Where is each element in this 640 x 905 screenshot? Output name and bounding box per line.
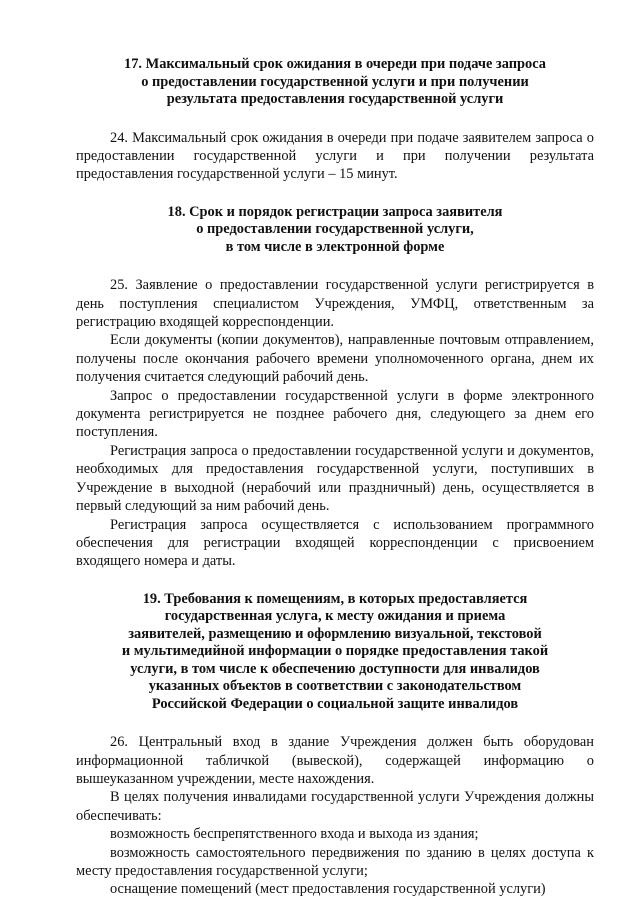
paragraph-25: 25. Заявление о предоставлении государственной услуги регистрируется в день поступления специалистом Учреждения, УМФЦ, ответственным за регистрацию входящей корреспонденции. xyxy=(76,277,594,331)
heading-line: 18. Срок и порядок регистрации запроса заявителя xyxy=(167,203,503,220)
section-18-heading xyxy=(76,204,594,257)
heading-line: указанных объектов в соответствии с законодательством xyxy=(148,678,522,695)
paragraph: Регистрация запроса осуществляется с использованием программного обеспечения для регистрации входящей корреспонденции с присвоением входящего номера и даты. xyxy=(76,516,594,570)
paragraph: Запрос о предоставлении государственной услуги в форме электронного документа регистрируется не позднее рабочего дня, следующего за днем его поступления. xyxy=(76,387,594,441)
heading-line: услуги, в том числе к обеспечению доступности для инвалидов xyxy=(130,660,540,677)
section-17 xyxy=(76,56,594,184)
paragraph-26: 26. Центральный вход в здание Учреждения должен быть оборудован информационной табличкой (вывеской), содержащей информацию о вышеуказанном учреждении, месте нахождения. xyxy=(76,734,594,788)
heading-line: о предоставлении государственной услуги и при получении xyxy=(141,73,529,90)
section-17-heading xyxy=(76,56,594,109)
paragraph: оснащение помещений (мест предоставления государственной услуги) xyxy=(110,881,546,898)
paragraph-24: 24. Максимальный срок ожидания в очереди при подаче заявителем запроса о предоставлении государственной услуги и при получении результата предоставления государственной услуги – 15 минут. xyxy=(76,129,594,183)
heading-line: государственная услуга, к месту ожидания и приема xyxy=(164,608,506,625)
heading-line: в том числе в электронной форме xyxy=(225,238,445,255)
section-19-heading xyxy=(76,591,594,714)
heading-line: о предоставлении государственной услуги, xyxy=(196,221,474,238)
heading-line: Российской Федерации о социальной защите инвалидов xyxy=(151,695,519,712)
heading-line: 17. Максимальный срок ожидания в очереди при подаче запроса xyxy=(124,56,546,72)
paragraph: возможность самостоятельного передвижения по зданию в целях доступа к месту предоставления государственной услуги; xyxy=(76,844,594,880)
section-18 xyxy=(76,204,594,571)
section-19 xyxy=(76,591,594,899)
heading-line: заявителей, размещению и оформлению визуальной, текстовой xyxy=(128,625,542,642)
paragraph: возможность беспрепятственного входа и выхода из здания; xyxy=(110,826,479,843)
paragraph: В целях получения инвалидами государственной услуги Учреждения должны обеспечивать: xyxy=(76,789,594,824)
heading-line: 19. Требования к помещениям, в которых предоставляется xyxy=(142,590,528,607)
heading-line: и мультимедийной информации о порядке предоставления такой xyxy=(121,643,549,660)
paragraph: Если документы (копии документов), направленные почтовым отправлением, получены после окончания рабочего времени уполномоченного органа, днем их получения считается следующий рабочий день. xyxy=(76,332,594,386)
heading-line: результата предоставления государственной услуги xyxy=(166,91,504,107)
paragraph: Регистрация запроса о предоставлении государственной услуги и документов, необходимых для предоставления государственной услуги, поступивших в Учреждение в выходной (нерабочий или праздничный) день, осуществляется в первый следующий за ним рабочий день. xyxy=(76,442,594,515)
